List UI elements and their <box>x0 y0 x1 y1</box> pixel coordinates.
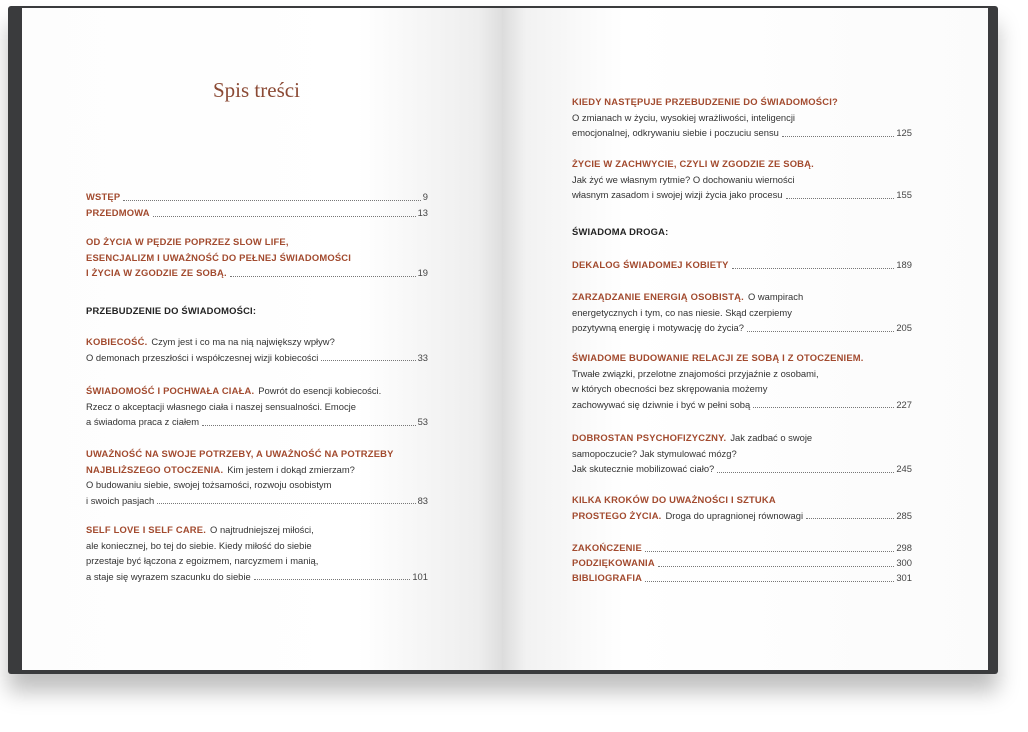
toc-line <box>572 320 912 336</box>
toc-description-text: ale koniecznej, bo tej do siebie. Kiedy miłość do siebie <box>86 539 312 551</box>
toc-entry-swiadomosc <box>86 383 428 430</box>
toc-line <box>86 189 428 205</box>
toc-line <box>86 446 428 462</box>
toc-entry-przedmowa <box>86 205 428 221</box>
toc-line <box>86 569 428 585</box>
toc-description-text: w których obecności bez skrępowania możemy <box>572 383 768 394</box>
page-number: 301 <box>896 572 912 583</box>
toc-description-text: O demonach przeszłości i współczesnej wizji kobiecości <box>86 351 319 363</box>
toc-heading-text: PODZIĘKOWANIA <box>572 557 655 568</box>
toc-line <box>86 477 428 493</box>
toc-line <box>572 540 912 556</box>
toc-line <box>572 570 912 586</box>
page-number: 298 <box>896 542 912 553</box>
page-number: 13 <box>417 207 428 218</box>
toc-line <box>572 397 912 413</box>
page-number: 19 <box>417 267 428 278</box>
page-number: 125 <box>896 127 912 138</box>
toc-line <box>86 334 428 350</box>
toc-line <box>572 446 912 462</box>
dot-leader <box>732 268 895 269</box>
toc-heading-text: SELF LOVE I SELF CARE. <box>86 524 207 535</box>
dot-leader <box>717 472 894 473</box>
dot-leader <box>153 216 416 217</box>
page-title: Spis treści <box>213 78 300 102</box>
toc-entry-wstep <box>86 189 428 205</box>
dot-leader <box>202 425 415 426</box>
toc-line <box>572 508 912 524</box>
dot-leader <box>658 566 895 567</box>
toc-line <box>86 234 428 250</box>
toc-entry-dekalog <box>572 257 912 273</box>
dot-leader <box>157 503 415 504</box>
toc-description-text: Jak zadbać o swoje <box>730 432 813 443</box>
toc-line <box>86 265 428 281</box>
toc-description-text: Jak żyć we własnym rytmie? O dochowaniu wierności <box>572 173 795 185</box>
toc-line <box>572 110 912 126</box>
toc-description-text: energetycznych i tym, co nas niesie. Skąd czerpiemy <box>572 306 792 318</box>
toc-entry-budowanie-relacji <box>572 350 912 412</box>
toc-description-text: O zmianach w życiu, wysokiej wrażliwości, inteligencji <box>572 111 795 123</box>
toc-heading-text: I ŻYCIA W ZGODZIE ZE SOBĄ. <box>86 267 227 278</box>
page-number: 155 <box>896 189 912 200</box>
toc-description-text: Droga do upragnionej równowagi <box>665 509 804 521</box>
toc-heading-text: ŚWIADOME BUDOWANIE RELACJI ZE SOBĄ I Z OTOCZENIEM. <box>572 352 864 363</box>
toc-entry-zakonczenie <box>572 540 912 556</box>
page-number: 9 <box>422 191 428 202</box>
toc-line <box>86 414 428 430</box>
toc-line <box>572 187 912 203</box>
dot-leader <box>645 551 894 552</box>
section-heading-przebudzenie: PRZEBUDZENIE DO ŚWIADOMOŚCI: <box>86 305 257 316</box>
dot-leader <box>786 198 895 199</box>
toc-entry-bibliografia <box>572 570 912 586</box>
toc-entry-zarzadzanie <box>572 289 912 336</box>
toc-heading-text: BIBLIOGRAFIA <box>572 572 643 583</box>
toc-heading-text: WSTĘP <box>86 191 121 202</box>
page-number: 33 <box>417 351 428 363</box>
toc-description-text: pozytywną energię i motywację do życia? <box>572 322 744 333</box>
toc-description-text: O najtrudniejszej miłości, <box>210 524 314 535</box>
dot-leader <box>753 407 894 408</box>
toc-heading-text: ESENCJALIZM I UWAŻNOŚĆ DO PEŁNEJ ŚWIADOMOŚCI <box>86 251 352 263</box>
toc-entry-uwaznosc <box>86 446 428 508</box>
page-number: 53 <box>417 416 428 427</box>
toc-line <box>572 125 912 141</box>
page-number: 285 <box>896 509 912 521</box>
toc-heading-text: OD ŻYCIA W PĘDZIE POPRZEZ SLOW LIFE, <box>86 236 289 247</box>
toc-heading-text: PRZEDMOWA <box>86 207 150 218</box>
toc-line <box>86 383 428 399</box>
toc-description-text: Czym jest i co ma na nią największy wpływ? <box>151 336 335 347</box>
toc-description-text: a świadoma praca z ciałem <box>86 416 200 427</box>
toc-line <box>86 462 428 478</box>
toc-line <box>572 430 912 446</box>
toc-heading-text: KIEDY NASTĘPUJE PRZEBUDZENIE DO ŚWIADOMOŚCI? <box>572 96 838 107</box>
toc-line <box>572 156 912 172</box>
toc-line <box>572 461 912 477</box>
toc-entry-zycie-w-zachwycie <box>572 156 912 203</box>
toc-heading-text: KOBIECOŚĆ. <box>86 336 148 347</box>
page-number: 205 <box>896 322 912 333</box>
toc-description-text: samopoczucie? Jak stymulować mózg? <box>572 447 737 459</box>
toc-line <box>572 289 912 305</box>
toc-description-text: własnym zasadom i swojej wizji życia jako procesu <box>572 189 783 200</box>
toc-line <box>572 94 912 110</box>
dot-leader <box>254 579 411 580</box>
toc-entry-kiedy <box>572 94 912 141</box>
toc-line <box>572 492 912 508</box>
dot-leader <box>782 136 894 137</box>
toc-entry-podziekowania <box>572 555 912 571</box>
toc-heading-text: ZAKOŃCZENIE <box>572 542 642 553</box>
toc-line <box>572 305 912 321</box>
page-number: 101 <box>412 570 428 582</box>
toc-line <box>572 381 912 397</box>
toc-heading-text: UWAŻNOŚĆ NA SWOJE POTRZEBY, A UWAŻNOŚĆ NA POTRZEBY <box>86 448 394 459</box>
toc-description-text: zachowywać się dziwnie i być w pełni sobą <box>572 398 751 410</box>
toc-description-text: przestaje być łączona z egoizmem, narcyzmem i manią, <box>86 555 319 566</box>
toc-heading-text: KILKA KROKÓW DO UWAŻNOŚCI I SZTUKA <box>572 494 776 505</box>
dot-leader <box>230 276 416 277</box>
toc-heading-text: ŚWIADOMOŚĆ I POCHWAŁA CIAŁA. <box>86 385 255 396</box>
toc-line <box>86 522 428 538</box>
toc-description-text: Powrót do esencji kobiecości. <box>258 385 382 396</box>
toc-line <box>86 538 428 554</box>
toc-description-text: emocjonalnej, odkrywaniu siebie i poczuciu sensu <box>572 127 779 138</box>
toc-line <box>86 250 428 266</box>
toc-heading-text: ZARZĄDZANIE ENERGIĄ OSOBISTĄ. <box>572 291 744 302</box>
toc-entry-self-love <box>86 522 428 584</box>
page-number: 83 <box>417 494 428 506</box>
toc-description-text: Trwałe związki, przelotne znajomości przyjaźnie z osobami, <box>572 367 819 379</box>
toc-line <box>86 350 428 366</box>
toc-entry-dobrostan <box>572 430 912 477</box>
toc-line <box>572 257 912 273</box>
toc-line <box>86 399 428 415</box>
toc-line <box>86 205 428 221</box>
toc-description-text: i swoich pasjach <box>86 494 155 506</box>
toc-line <box>572 350 912 366</box>
section-heading-swiadoma-droga: ŚWIADOMA DROGA: <box>572 226 669 237</box>
toc-description-text: O wampirach <box>747 291 804 302</box>
toc-entry-kilka-krokow <box>572 492 912 523</box>
dot-leader <box>321 360 415 361</box>
page-number: 300 <box>896 557 912 568</box>
page-number: 245 <box>896 463 912 474</box>
toc-description-text: Jak skutecznie mobilizować ciało? <box>572 463 715 474</box>
toc-heading-text: ŻYCIE W ZACHWYCIE, CZYLI W ZGODZIE ZE SOBĄ. <box>572 158 814 169</box>
dot-leader <box>123 200 420 201</box>
toc-heading-text: NAJBLIŻSZEGO OTOCZENIA. <box>86 463 224 475</box>
dot-leader <box>645 581 894 582</box>
page-number: 227 <box>896 398 912 410</box>
toc-line <box>86 553 428 569</box>
dot-leader <box>806 518 894 519</box>
toc-entry-od-zycia <box>86 234 428 281</box>
toc-line <box>572 366 912 382</box>
toc-line <box>572 172 912 188</box>
toc-heading-text: DEKALOG ŚWIADOMEJ KOBIETY <box>572 259 729 270</box>
toc-heading-text: PROSTEGO ŻYCIA. <box>572 509 662 521</box>
toc-description-text: O budowaniu siebie, swojej tożsamości, rozwoju osobistym <box>86 479 332 490</box>
toc-description-text: Kim jestem i dokąd zmierzam? <box>227 463 355 475</box>
toc-line <box>86 493 428 509</box>
toc-entry-kobiecosc <box>86 334 428 365</box>
toc-heading-text: DOBROSTAN PSYCHOFIZYCZNY. <box>572 432 727 443</box>
toc-line <box>572 555 912 571</box>
page-number: 189 <box>896 259 912 270</box>
dot-leader <box>747 331 894 332</box>
toc-description-text: Rzecz o akceptacji własnego ciała i naszej sensualności. Emocje <box>86 400 356 412</box>
toc-description-text: a staje się wyrazem szacunku do siebie <box>86 570 251 582</box>
